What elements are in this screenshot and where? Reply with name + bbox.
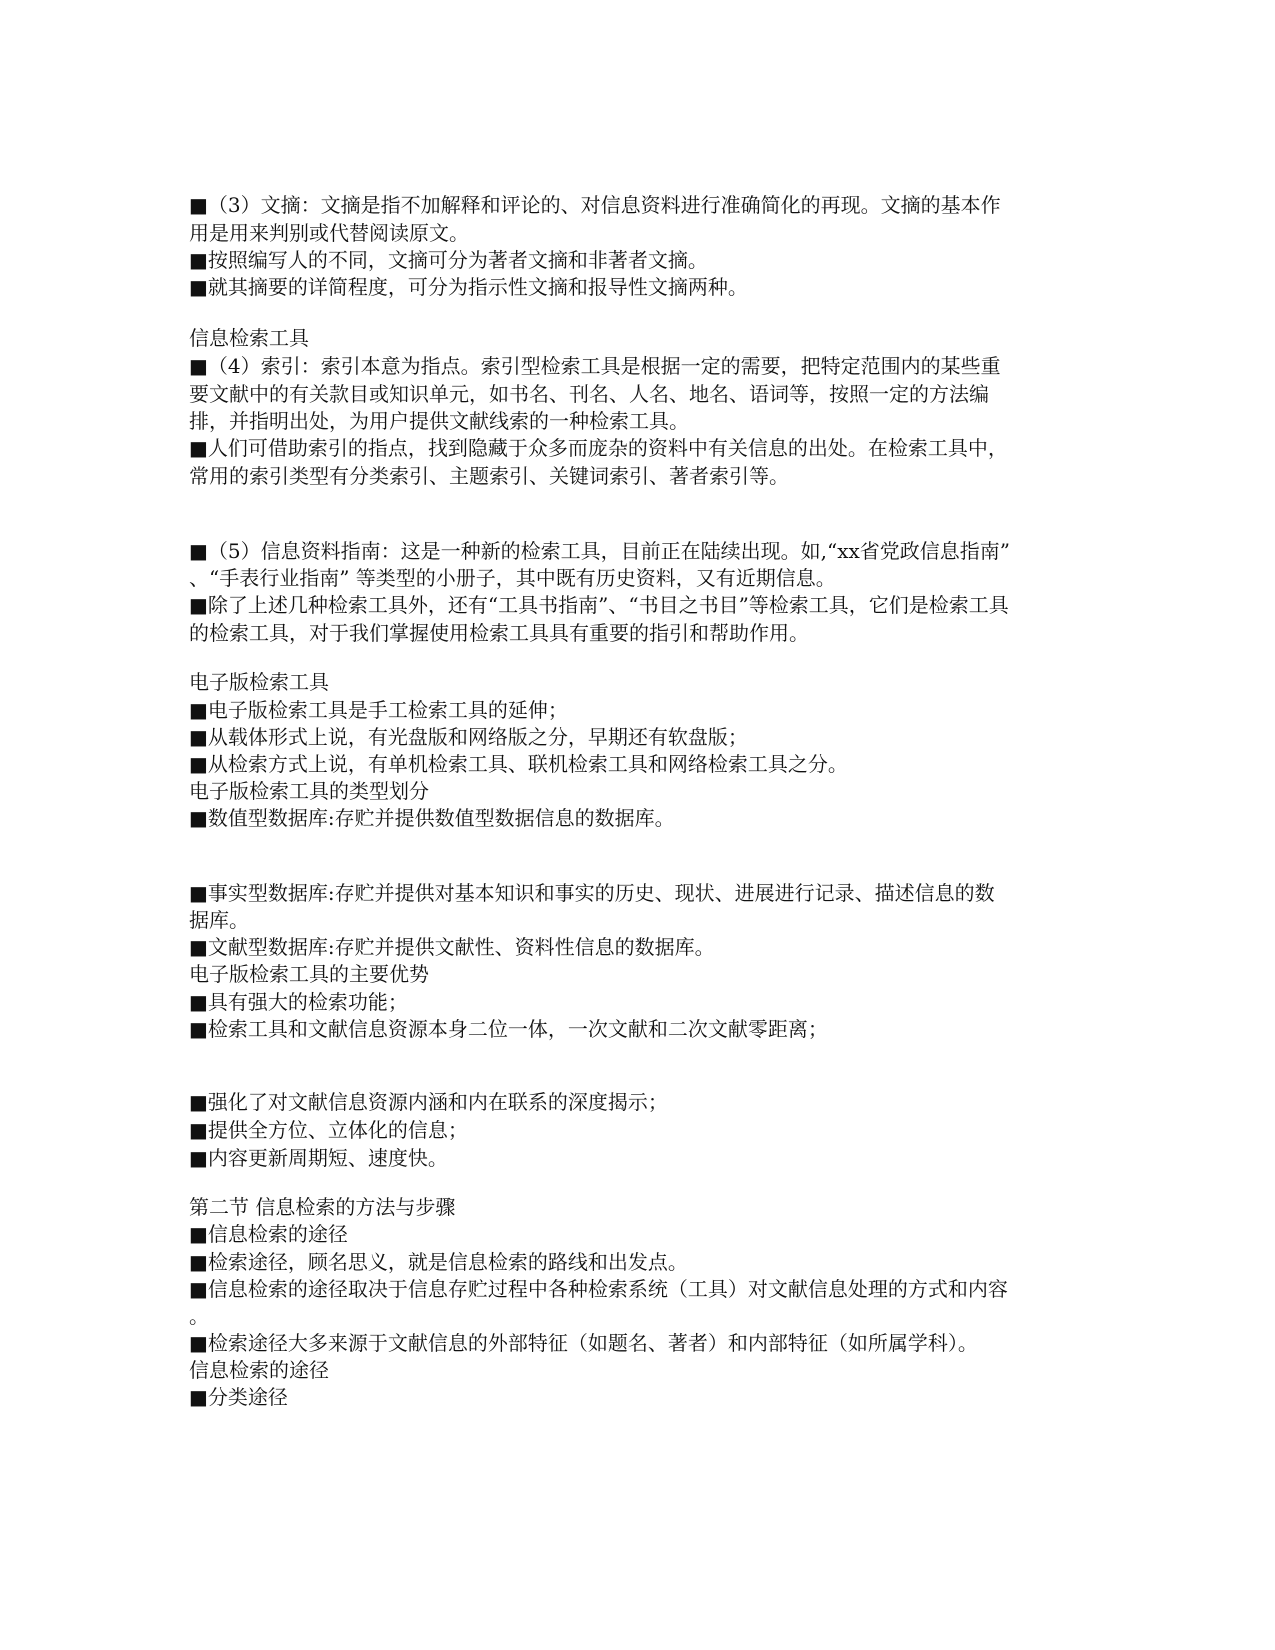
text-line: ■（5）信息资料指南：这是一种新的检索工具，目前正在陆续出现。如,“xx省党政信息指南” (189, 539, 1010, 563)
section-heading: 电子版检索工具 (189, 670, 329, 694)
text-line: ■分类途径 (189, 1385, 288, 1409)
text-line: ■文献型数据库:存贮并提供文献性、资料性信息的数据库。 (189, 935, 715, 959)
text-line: 常用的索引类型有分类索引、主题索引、关键词索引、著者索引等。 (189, 464, 789, 488)
text-line: ■强化了对文献信息资源内涵和内在联系的深度揭示； (189, 1090, 668, 1114)
text-line: ■检索途径，顾名思义，就是信息检索的路线和出发点。 (189, 1250, 688, 1274)
text-line: ■（3）文摘：文摘是指不加解释和评论的、对信息资料进行准确简化的再现。文摘的基本作 (189, 193, 1001, 217)
text-line: 、“手表行业指南” 等类型的小册子，其中既有历史资料，又有近期信息。 (189, 566, 836, 590)
text-line: ■从检索方式上说，有单机检索工具、联机检索工具和网络检索工具之分。 (189, 752, 848, 776)
text-line: ■具有强大的检索功能； (189, 990, 408, 1014)
text-line: ■按照编写人的不同，文摘可分为著者文摘和非著者文摘。 (189, 248, 708, 272)
text-line: ■（4）索引：索引本意为指点。索引型检索工具是根据一定的需要，把特定范围内的某些重 (189, 354, 1001, 378)
text-line: ■除了上述几种检索工具外，还有“工具书指南”、“书目之书目”等检索工具，它们是检索工具 (189, 593, 1009, 617)
text-line: 据库。 (189, 908, 249, 932)
text-line: 用是用来判别或代替阅读原文。 (189, 221, 469, 245)
text-line: ■信息检索的途径 (189, 1222, 348, 1246)
section-heading: 第二节 信息检索的方法与步骤 (189, 1195, 456, 1219)
text-line: ■就其摘要的详简程度，可分为指示性文摘和报导性文摘两种。 (189, 275, 748, 299)
text-line: 。 (189, 1304, 209, 1328)
text-line: 排，并指明出处，为用户提供文献线索的一种检索工具。 (189, 409, 689, 433)
section-heading: 信息检索的途径 (189, 1358, 329, 1382)
text-line: ■信息检索的途径取决于信息存贮过程中各种检索系统（工具）对文献信息处理的方式和内容 (189, 1277, 1008, 1301)
text-line: 的检索工具，对于我们掌握使用检索工具具有重要的指引和帮助作用。 (189, 621, 809, 645)
text-line: ■检索途径大多来源于文献信息的外部特征（如题名、著者）和内部特征（如所属学科）。 (189, 1331, 978, 1355)
text-line: ■提供全方位、立体化的信息； (189, 1118, 468, 1142)
text-line: ■检索工具和文献信息资源本身二位一体，一次文献和二次文献零距离； (189, 1017, 828, 1041)
text-line: ■从载体形式上说，有光盘版和网络版之分，早期还有软盘版； (189, 725, 748, 749)
section-heading: 电子版检索工具的类型划分 (189, 779, 429, 803)
text-line: ■人们可借助索引的指点，找到隐藏于众多而庞杂的资料中有关信息的出处。在检索工具中， (189, 436, 1008, 460)
text-line: ■事实型数据库:存贮并提供对基本知识和事实的历史、现状、进展进行记录、描述信息的数 (189, 881, 995, 905)
section-heading: 信息检索工具 (189, 326, 309, 350)
text-line: ■电子版检索工具是手工检索工具的延伸； (189, 698, 568, 722)
text-line: ■内容更新周期短、速度快。 (189, 1146, 448, 1170)
text-line: 要文献中的有关款目或知识单元，如书名、刊名、人名、地名、语词等，按照一定的方法编 (189, 382, 989, 406)
section-heading: 电子版检索工具的主要优势 (189, 962, 429, 986)
text-line: ■数值型数据库:存贮并提供数值型数据信息的数据库。 (189, 806, 675, 830)
